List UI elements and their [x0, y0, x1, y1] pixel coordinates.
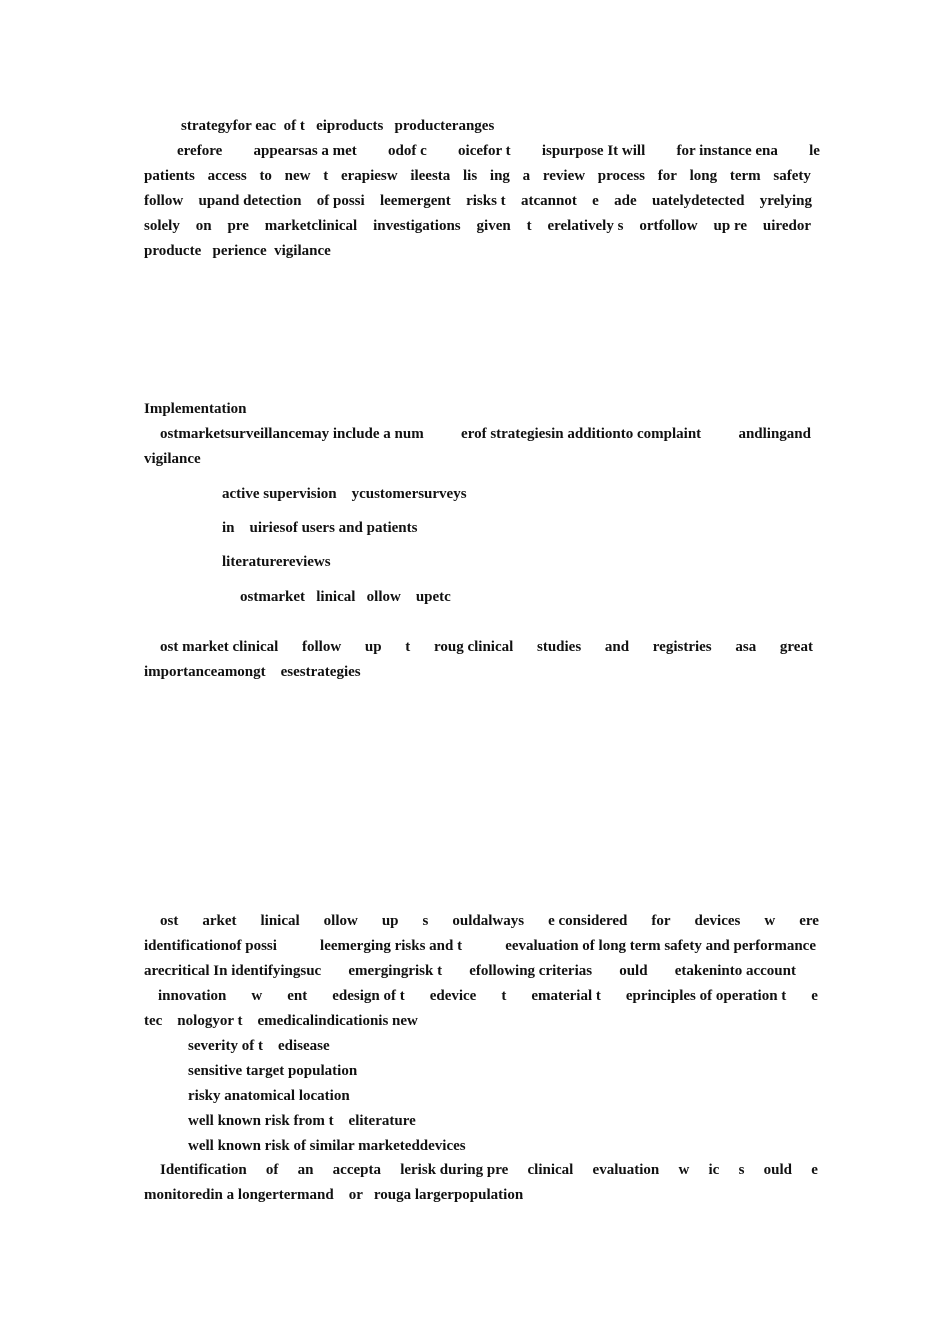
word: eevaluation of long term safety and performance: [505, 938, 816, 954]
word: w: [764, 913, 776, 929]
word: ollow: [323, 913, 358, 929]
word: lerisk during pre: [400, 1162, 509, 1178]
word: safety: [773, 168, 811, 184]
justified-line-2: [144, 169, 811, 184]
word: leemerging risks and t: [320, 938, 463, 954]
word: e considered: [548, 913, 628, 929]
strategy-line: strategyfor eac of t eiproducts producteranges: [181, 118, 495, 134]
word: odof c: [388, 143, 427, 159]
word: upand detection: [198, 193, 302, 209]
word: risks t: [466, 193, 506, 209]
implementation-heading: Implementation: [144, 401, 247, 417]
word: e: [592, 193, 599, 209]
word: edevice: [429, 988, 477, 1004]
word: s: [422, 913, 429, 929]
list-item: in uiriesof users and patients: [222, 520, 418, 536]
word: edesign of t: [332, 988, 405, 1004]
word: new: [284, 168, 311, 184]
word: t: [405, 639, 411, 655]
word: arket: [202, 913, 237, 929]
word: for: [657, 168, 677, 184]
word: asa: [735, 639, 757, 655]
criteria-para-line-4: [158, 989, 818, 1004]
criteria-para-line-5: tec nologyor t emedicalindicationis new: [144, 1013, 418, 1029]
word: oicefor t: [458, 143, 511, 159]
word: of possi: [316, 193, 365, 209]
list-item: sensitive target population: [188, 1063, 358, 1079]
word: on: [195, 218, 212, 234]
word: given: [476, 218, 511, 234]
word: for: [651, 913, 671, 929]
word: accepta: [332, 1162, 381, 1178]
implementation-para-line-1: [160, 427, 811, 442]
word: access: [207, 168, 247, 184]
word: w: [678, 1162, 690, 1178]
word: pre: [227, 218, 249, 234]
pmcf-para-line-2: importanceamongt esestrategies: [144, 664, 361, 680]
word: process: [597, 168, 646, 184]
word: ic: [708, 1162, 720, 1178]
word: marketclinical: [264, 218, 358, 234]
word: ouldalways: [452, 913, 525, 929]
word: ere: [799, 913, 819, 929]
strategy-last-line: producte perience vigilance: [144, 243, 331, 259]
word: clinical: [527, 1162, 574, 1178]
word: up re: [713, 218, 748, 234]
word: ade: [614, 193, 637, 209]
word: Identification: [160, 1162, 247, 1178]
word: erefore: [177, 143, 223, 159]
criteria-para-line-3: [144, 964, 796, 979]
word: lis: [463, 168, 478, 184]
word: follow: [144, 193, 184, 209]
justified-line-1: [177, 144, 820, 159]
word: arecritical In identifyingsuc: [144, 963, 322, 979]
word: s: [738, 1162, 745, 1178]
word: patients: [144, 168, 195, 184]
word: ing: [489, 168, 510, 184]
word: ould: [763, 1162, 792, 1178]
word: ispurpose It will: [541, 143, 646, 159]
word: t: [501, 988, 507, 1004]
word: atcannot: [521, 193, 577, 209]
word: roug clinical: [433, 639, 514, 655]
word: t: [526, 218, 532, 234]
list-item: risky anatomical location: [188, 1088, 350, 1104]
word: erapiesw: [340, 168, 398, 184]
word: innovation: [158, 988, 227, 1004]
word: linical: [260, 913, 300, 929]
word: leemergent: [379, 193, 451, 209]
word: ileesta: [410, 168, 451, 184]
word: registries: [652, 639, 712, 655]
word: studies: [537, 639, 582, 655]
word: le: [809, 143, 820, 159]
word: yrelying: [759, 193, 812, 209]
word: follow: [302, 639, 342, 655]
word: ostmarketsurveillancemay include a num: [160, 426, 424, 442]
criteria-para-line-1: [160, 914, 819, 929]
word: etakeninto account: [674, 963, 796, 979]
word: evaluation: [592, 1162, 660, 1178]
word: a: [522, 168, 531, 184]
closing-line-2: monitoredin a longertermand or rouga largerpopulation: [144, 1187, 524, 1203]
word: t: [323, 168, 329, 184]
justified-line-3: [144, 194, 812, 209]
word: ost market clinical: [160, 639, 279, 655]
implementation-para-line-2: vigilance: [144, 451, 201, 467]
word: great: [779, 639, 813, 655]
word: solely: [144, 218, 180, 234]
closing-line-1: [160, 1163, 818, 1178]
word: e: [811, 1162, 818, 1178]
list-item: well known risk from t eliterature: [188, 1113, 416, 1129]
justified-line-4: [144, 219, 811, 234]
word: term: [729, 168, 761, 184]
word: ematerial t: [531, 988, 601, 1004]
list-item: well known risk of similar marketeddevices: [188, 1138, 466, 1154]
word: up: [364, 639, 382, 655]
word: investigations: [373, 218, 461, 234]
word: to: [259, 168, 272, 184]
word: efollowing criterias: [469, 963, 593, 979]
pmcf-para-line-1: [160, 640, 813, 655]
word: for instance ena: [676, 143, 778, 159]
word: up: [381, 913, 399, 929]
word: eprinciples of operation t: [625, 988, 787, 1004]
word: ortfollow: [639, 218, 698, 234]
list-item: ostmarket linical ollow upetc: [240, 589, 451, 605]
criteria-para-line-2: [144, 939, 816, 954]
word: w: [251, 988, 263, 1004]
word: ost: [160, 913, 179, 929]
list-item: active supervision ycustomersurveys: [222, 486, 467, 502]
word: erof strategiesin additionto complaint: [461, 426, 702, 442]
word: ent: [287, 988, 308, 1004]
word: long: [689, 168, 718, 184]
word: appearsas a met: [253, 143, 357, 159]
word: an: [297, 1162, 314, 1178]
word: emergingrisk t: [348, 963, 443, 979]
word: of: [265, 1162, 279, 1178]
list-item: literaturereviews: [222, 554, 331, 570]
word: e: [811, 988, 818, 1004]
word: identificationof possi: [144, 938, 277, 954]
word: devices: [694, 913, 741, 929]
word: ould: [619, 963, 648, 979]
word: and: [604, 639, 630, 655]
word: andlingand: [738, 426, 811, 442]
word: uiredor: [762, 218, 811, 234]
word: review: [542, 168, 586, 184]
list-item: severity of t edisease: [188, 1038, 330, 1054]
word: erelatively s: [547, 218, 624, 234]
word: uatelydetected: [651, 193, 745, 209]
